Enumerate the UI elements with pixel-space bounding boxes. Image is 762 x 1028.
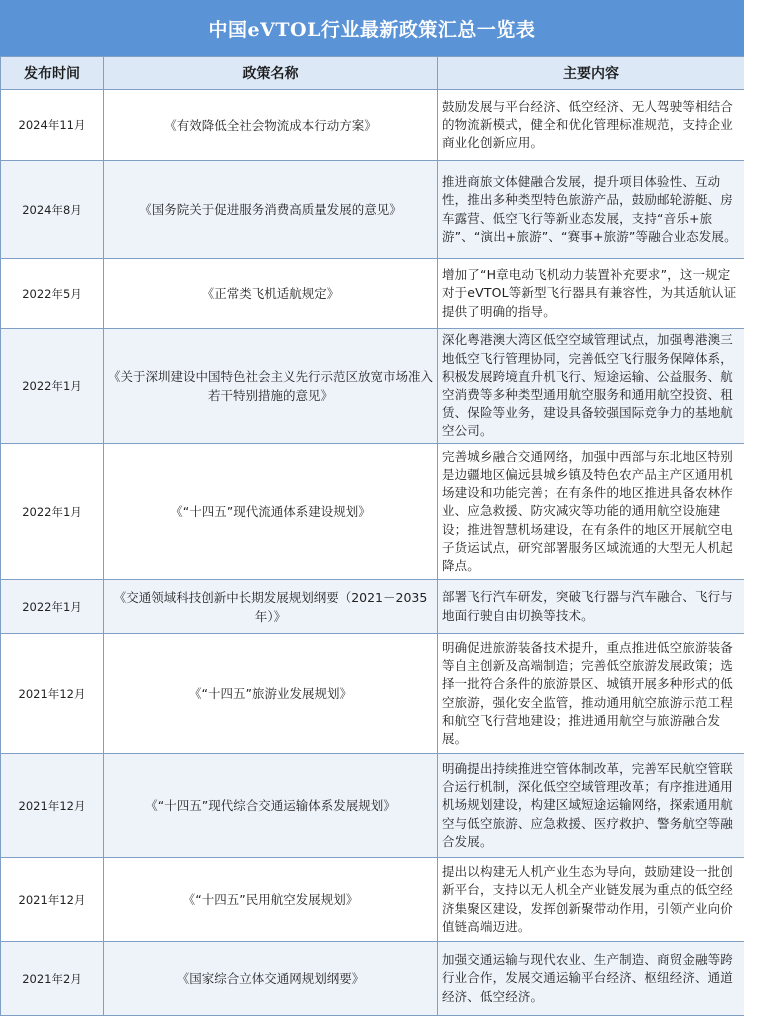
cell-date: 2021年12月	[1, 754, 104, 858]
table-row	[1, 580, 745, 634]
cell-policy-name: 《有效降低全社会物流成本行动方案》	[104, 90, 438, 161]
cell-date: 2021年12月	[1, 634, 104, 754]
cell-date: 2022年1月	[1, 329, 104, 444]
cell-content: 明确提出持续推进空管体制改革，完善军民航空管联合运行机制，深化低空空域管理改革；有序推进通用机场规划建设，构建区域短途运输网络，探索通用航空与低空旅游、应急救援、医疗救护、警务航空等融合发展。	[438, 754, 745, 858]
header-row	[1, 57, 745, 90]
cell-policy-name: 《“十四五”现代综合交通运输体系发展规划》	[104, 754, 438, 858]
table-row	[1, 754, 745, 858]
table-row	[1, 161, 745, 259]
cell-policy-name: 《关于深圳建设中国特色社会主义先行示范区放宽市场准入若干特别措施的意见》	[104, 329, 438, 444]
cell-content: 深化粤港澳大湾区低空空域管理试点，加强粤港澳三地低空飞行管理协同，完善低空飞行服务保障体系，积极发展跨境直升机飞行、短途运输、公益服务、航空消费等多种类型通用航空服务和通用航空投资、租赁、保险等业务，建设具备较强国际竞争力的基地航空公司。	[438, 329, 745, 444]
cell-policy-name: 《“十四五”民用航空发展规划》	[104, 858, 438, 942]
header-content: 主要内容	[438, 57, 745, 90]
cell-date: 2024年8月	[1, 161, 104, 259]
header-date: 发布时间	[1, 57, 104, 90]
header-name: 政策名称	[104, 57, 438, 90]
cell-content: 完善城乡融合交通网络，加强中西部与东北地区特别是边疆地区偏远县城乡镇及特色农产品主产区通用机场建设和功能完善；在有条件的地区推进具备农林作业、应急救援、防灾减灾等功能的通用航空设施建设；推进智慧机场建设，在有条件的地区开展航空电子货运试点，研究部署服务区域流通的大型无人机起降点。	[438, 444, 745, 580]
cell-policy-name: 《正常类飞机适航规定》	[104, 259, 438, 329]
table-title: 中国eVTOL行业最新政策汇总一览表	[0, 0, 744, 56]
cell-content: 推进商旅文体健融合发展，提升项目体验性、互动性，推出多种类型特色旅游产品，鼓励邮轮游艇、房车露营、低空飞行等新业态发展，支持“音乐+旅游”、“演出+旅游”、“赛事+旅游”等融合业态发展。	[438, 161, 745, 259]
cell-policy-name: 《“十四五”现代流通体系建设规划》	[104, 444, 438, 580]
table-row	[1, 329, 745, 444]
cell-content: 加强交通运输与现代农业、生产制造、商贸金融等跨行业合作，发展交通运输平台经济、枢纽经济、通道经济、低空经济。	[438, 942, 745, 1016]
page-margin	[744, 0, 762, 1028]
table-row	[1, 90, 745, 161]
cell-policy-name: 《交通领域科技创新中长期发展规划纲要（2021－2035年）》	[104, 580, 438, 634]
cell-content: 鼓励发展与平台经济、低空经济、无人驾驶等相结合的物流新模式，健全和优化管理标准规范，支持企业商业化创新应用。	[438, 90, 745, 161]
cell-policy-name: 《“十四五”旅游业发展规划》	[104, 634, 438, 754]
table-row	[1, 942, 745, 1016]
cell-date: 2022年5月	[1, 259, 104, 329]
table-row	[1, 634, 745, 754]
cell-policy-name: 《国务院关于促进服务消费高质量发展的意见》	[104, 161, 438, 259]
cell-content: 提出以构建无人机产业生态为导向，鼓励建设一批创新平台，支持以无人机全产业链发展为重点的低空经济集聚区建设，发挥创新聚带动作用，引领产业向价值链高端迈进。	[438, 858, 745, 942]
cell-content: 部署飞行汽车研发，突破飞行器与汽车融合、飞行与地面行驶自由切换等技术。	[438, 580, 745, 634]
table-row	[1, 259, 745, 329]
table-row	[1, 444, 745, 580]
cell-date: 2022年1月	[1, 444, 104, 580]
cell-date: 2022年1月	[1, 580, 104, 634]
table-row	[1, 858, 745, 942]
cell-date: 2021年2月	[1, 942, 104, 1016]
policy-table	[0, 56, 745, 1016]
cell-content: 增加了“H章电动飞机动力装置补充要求”，这一规定对于eVTOL等新型飞行器具有兼容性，为其适航认证提供了明确的指导。	[438, 259, 745, 329]
cell-date: 2024年11月	[1, 90, 104, 161]
cell-policy-name: 《国家综合立体交通网规划纲要》	[104, 942, 438, 1016]
cell-content: 明确促进旅游装备技术提升，重点推进低空旅游装备等自主创新及高端制造；完善低空旅游发展政策；选择一批符合条件的旅游景区、城镇开展多种形式的低空旅游，强化安全监管，推动通用航空旅游示范工程和航空飞行营地建设；推进通用航空与旅游融合发展。	[438, 634, 745, 754]
cell-date: 2021年12月	[1, 858, 104, 942]
